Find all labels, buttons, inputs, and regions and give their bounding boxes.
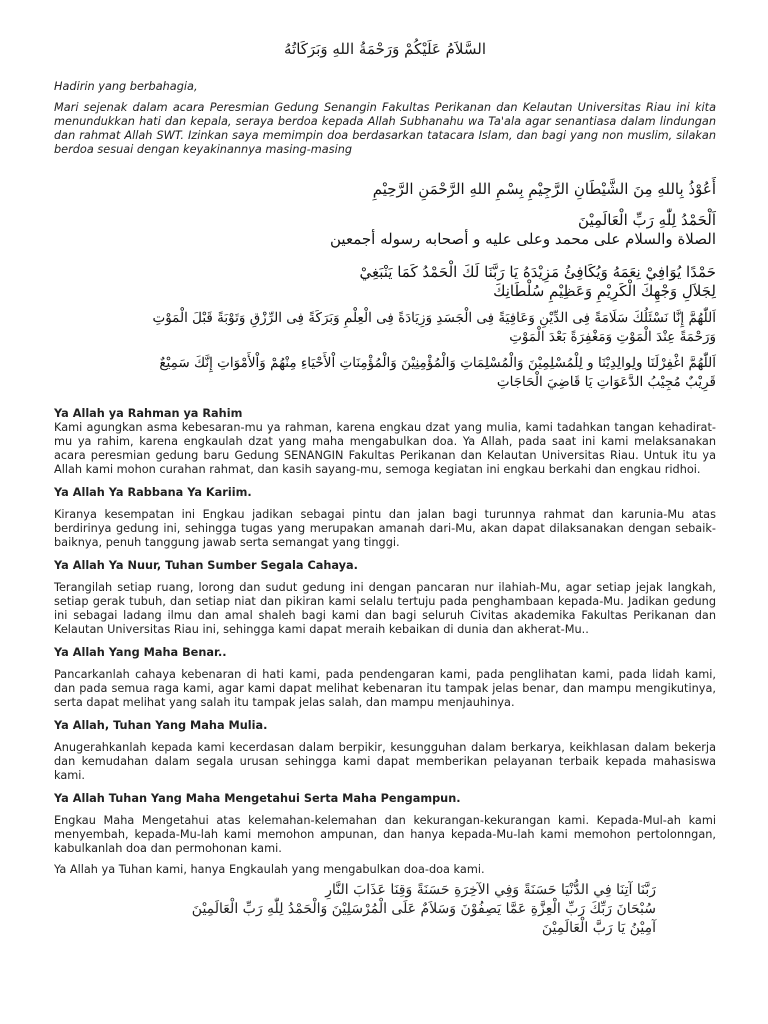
intro [54, 80, 716, 164]
arabic-line: الصلاة والسلام على محمد وعلى عليه و أصحابه رسوله أجمعين [330, 230, 716, 248]
prayer-section [54, 559, 716, 637]
section-heading: Ya Allah, Tuhan Yang Maha Mulia. [54, 719, 268, 732]
arabic-line: اَللّٰهُمَّ اغْفِرْلَنَا ولِوالِدِيْنَا و لِلْمُسْلِمِيْنَ وَالْمُسْلِمَاتِ وَالْمُؤْمِنِيْنَ وَالْمُؤْمِنَاتِ اْلأَحْيَاءِ مِنْهُمْ وَاْلأَمْوَاتِ إِنَّكَ سَمِيْعٌ [159, 355, 716, 371]
arabic-block-hamdan [54, 263, 716, 301]
prayer-section [54, 719, 716, 783]
arabic-line: اَلْحَمْدُ لِلّٰهِ رَبِّ الْعَالَمِيْنَ [578, 211, 716, 229]
arabic-block-taawudz [54, 180, 716, 199]
closing-line: Ya Allah ya Tuhan kami, hanya Engkaulah yang mengabulkan doa-doa kami. [54, 863, 485, 876]
section-text: Kiranya kesempatan ini Engkau jadikan sebagai pintu dan jalan bagi turunnya rahmat dan karunia-Mu atas berdirinya gedung ini, sehingga tugas yang merupakan amanah dari-Mu, akan dapat dilaksanakan dengan sebaik-baiknya, penuh tanggung jawab serta semangat yang tinggi. [54, 508, 716, 549]
arabic-line: حَمْدًا يُوَافِيْ نِعَمَهُ وَيُكَافِئُ مَزِيْدَهُ يَا رَبَّنَا لَكَ الْحَمْدُ كَمَا يَنْبَغِيْ [359, 263, 716, 281]
intro-greeting: Hadirin yang berbahagia, [54, 80, 198, 93]
section-heading: Ya Allah Tuhan Yang Maha Mengetahui Serta Maha Pengampun. [54, 792, 461, 805]
prayer-section [54, 486, 716, 550]
arabic-line: سُبْحَانَ رَبِّكَ رَبِّ الْعِزَّةِ عَمَّا يَصِفُوْنَ وَسَلاَمٌ عَلَى الْمُرْسَلِيْنَ وَالْحَمْدُ لِلّٰهِ رَبِّ الْعَالَمِيْنَ [191, 901, 656, 917]
arabic-line: وَرَحْمَةً عِنْدَ الْمَوْتِ وَمَغْفِرَةً بَعْدَ الْمَوْتِ [509, 329, 716, 345]
arabic-line: لِجَلاَلِ وَجْهِكَ الْكَرِيْمِ وَعَظِيْمِ سُلْطَانِكَ [493, 282, 716, 300]
prayer-section [54, 407, 716, 477]
section-text: Terangilah setiap ruang, lorong dan sudut gedung ini dengan pancaran nur ilahiah-Mu, agar setiap jejak langkah, setiap gerak tubuh, dan setiap niat dan pikiran kami selalu tertuju pada penghambaan kepada-Mu. Jadikan gedung ini sebagai ladang ilmu dan amal shaleh bagi kami dan bagi seluruh Civitas akademika Fakultas Perikanan dan Kelautan Universitas Riau ini, sehingga kami dapat meraih kebaikan di dunia dan akherat-Mu.. [54, 581, 716, 636]
section-heading: Ya Allah Ya Nuur, Tuhan Sumber Segala Cahaya. [54, 559, 358, 572]
arabic-block-salamah [54, 309, 716, 347]
arabic-block-hamdalah [54, 211, 716, 249]
section-heading: Ya Allah Ya Rabbana Ya Kariim. [54, 486, 252, 499]
prayer-body [54, 407, 716, 938]
arabic-line: رَبَّنَا آتِنَا فِي الدُّنْيَا حَسَنَةً وَفِي الآخِرَةِ حَسَنَةً وَقِنَا عَذَابَ النَّارِ [325, 882, 656, 898]
arabic-line: أَعُوْذُ بِاللهِ مِنَ الشَّيْطَانِ الرَّجِيْمِ بِسْمِ اللهِ الرَّحْمَنِ الرَّحِيْمِ [372, 180, 716, 198]
section-text: Pancarkanlah cahaya kebenaran di hati kami, pada pendengaran kami, pada penglihatan kami, pada lidah kami, dan pada semua raga kami, agar kami dapat melihat kebenaran itu tampak jelas benar, dan mampu mengikutinya, serta dapat melihat yang salah itu tampak jelas salah, dan mampu menjauhinya. [54, 668, 716, 709]
arabic-line: اَللّٰهُمَّ إِنَّا نَسْئَلُكَ سَلَامَةً فِى الدِّيْنِ وَعَافِيَةً فِى الْجَسَدِ وَزِيَادَةً فِى الْعِلْمِ وَبَرَكَةً فِى الرِّزْقِ وَتَوْبَةً قَبْلَ الْمَوْتِ [152, 310, 716, 326]
section-text: Kami agungkan asma kebesaran-mu ya rahman, karena engkau dzat yang mulia, kami tadahkan tangan kehadirat-mu ya rahim, karena engkaulah dzat yang maha mengabulkan doa. Ya Allah, pada saat ini kami melaksanakan acara peresmian gedung baru Gedung SENANGIN Fakultas Perikanan dan Kelautan Universitas Riau. Untuk itu ya Allah kami mohon curahan rahmat, dan kasih sayang-mu, semoga kegiatan ini engkau berkahi dan engkau ridhoi. [54, 421, 716, 476]
prayer-section [54, 792, 716, 856]
prayer-section [54, 646, 716, 710]
closing-arabic [54, 881, 716, 938]
arabic-line: قَرِيْبٌ مُجِيْبُ الدَّعَوَاتِ يَا قَاضِيَ الْحَاجَاتِ [496, 374, 716, 390]
section-text: Anugerahkanlah kepada kami kecerdasan dalam berpikir, kesungguhan dalam berkarya, keikhlasan dalam bekerja dan kemudahan dalam segala urusan sehingga kami dapat memberikan pelayanan terbaik kepada mahasiswa kami. [54, 741, 716, 782]
section-heading: Ya Allah ya Rahman ya Rahim [54, 407, 243, 420]
section-heading: Ya Allah Yang Maha Benar.. [54, 646, 227, 659]
arabic-line: آمِيْنُ يَا رَبَّ الْعَالَمِيْنَ [541, 920, 656, 936]
intro-paragraph: Mari sejenak dalam acara Peresmian Gedung Senangin Fakultas Perikanan dan Kelautan Universitas Riau ini kita menundukkan hati dan kepala, seraya berdoa kepada Allah Subhanahu wa Ta'ala agar senantiasa dalam lindungan dan rahmat Allah SWT. Izinkan saya memimpin doa berdasarkan tatacara Islam, dan bagi yang non muslim, silakan berdoa sesuai dengan keyakinannya masing-masing [54, 101, 716, 156]
salam-greeting: السَّلاَمُ عَلَيْكُمْ وَرَحْمَةُ اللهِ وَبَرَكَاتُهُ [284, 40, 486, 58]
arabic-block-maghfirah [54, 354, 716, 392]
section-text: Engkau Maha Mengetahui atas kelemahan-kelemahan dan kekurangan-kekurangan kami. Kepada-Mul-ah kami menyembah, kepada-Mu-lah kami memohon ampunan, dan hanya kepada-Mu-lah kami memohon pertolonngan, kabulkanlah doa dan permohonan kami. [54, 814, 716, 855]
